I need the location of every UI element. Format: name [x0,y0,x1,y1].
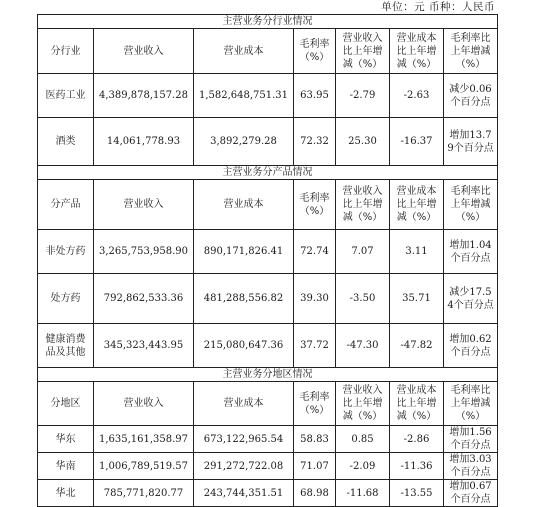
margin-change-cell: 增加0.67个百分点 [444,480,498,507]
revenue-cell: 1,006,789,519.57 [94,453,194,480]
row-label: 非处方药 [38,230,94,274]
section-title-row [38,166,498,180]
row-label: 酒类 [38,118,94,166]
cost-cell: 1,582,648,751.31 [194,74,294,118]
revenue-change-cell: -47.30 [336,324,390,368]
header-cell: 营业成本 [194,180,294,230]
margin-cell: 72.74 [294,230,336,274]
revenue-change-cell: 25.30 [336,118,390,166]
revenue-change-cell: 7.07 [336,230,390,274]
header-cell: 营业成本 [194,29,294,74]
section-title: 主营业务分行业情况 [38,15,498,29]
cost-cell: 291,272,722.08 [194,453,294,480]
header-cell: 毛利率比上年增减（%） [444,29,498,74]
revenue-change-cell: -11.68 [336,480,390,507]
header-cell: 营业收入比上年增减（%） [336,382,390,426]
header-cell: 营业收入比上年增减（%） [336,29,390,74]
cost-cell: 673,122,965.54 [194,426,294,453]
table-row [38,453,498,480]
header-cell: 分产品 [38,180,94,230]
header-cell: 毛利率比上年增减（%） [444,382,498,426]
header-cell: 分地区 [38,382,94,426]
margin-cell: 63.95 [294,74,336,118]
cost-cell: 3,892,279.28 [194,118,294,166]
cost-change-cell: -47.82 [390,324,444,368]
revenue-cell: 1,635,161,358.97 [94,426,194,453]
cost-cell: 215,080,647.36 [194,324,294,368]
margin-change-cell: 增加3.03个百分点 [444,453,498,480]
header-cell: 分行业 [38,29,94,74]
revenue-cell: 345,323,443.95 [94,324,194,368]
cost-change-cell: -11.36 [390,453,444,480]
table-row [38,230,498,274]
header-row [38,180,498,230]
row-label: 处方药 [38,274,94,324]
row-label: 健康消费品及其他 [38,324,94,368]
margin-cell: 71.07 [294,453,336,480]
table-row [38,118,498,166]
cost-cell: 243,744,351.51 [194,480,294,507]
header-cell: 营业收入 [94,382,194,426]
revenue-cell: 785,771,820.77 [94,480,194,507]
revenue-change-cell: -3.50 [336,274,390,324]
table-row [38,480,498,507]
row-label: 医药工业 [38,74,94,118]
section-title: 主营业务分产品情况 [38,166,498,180]
margin-change-cell: 增加13.79个百分点 [444,118,498,166]
header-cell: 毛利率（%） [294,29,336,74]
cost-change-cell: -2.63 [390,74,444,118]
margin-change-cell: 增加1.56个百分点 [444,426,498,453]
header-cell: 毛利率（%） [294,180,336,230]
margin-cell: 58.83 [294,426,336,453]
margin-cell: 37.72 [294,324,336,368]
revenue-cell: 792,862,533.36 [94,274,194,324]
margin-change-cell: 减少17.54个百分点 [444,274,498,324]
revenue-cell: 4,389,878,157.28 [94,74,194,118]
row-label: 华南 [38,453,94,480]
table-row [38,426,498,453]
margin-cell: 68.98 [294,480,336,507]
table-row [38,74,498,118]
row-label: 华北 [38,480,94,507]
header-cell: 营业成本比上年增减（%） [390,382,444,426]
header-row [38,29,498,74]
cost-change-cell: -16.37 [390,118,444,166]
header-cell: 营业收入 [94,29,194,74]
margin-change-cell: 增加1.04个百分点 [444,230,498,274]
revenue-cell: 3,265,753,958.90 [94,230,194,274]
unit-currency-note: 单位：元 币种：人民币 [381,1,495,13]
section-title: 主营业务分地区情况 [38,368,498,382]
section-title-row [38,15,498,29]
header-cell: 毛利率比上年增减（%） [444,180,498,230]
margin-change-cell: 增加0.62个百分点 [444,324,498,368]
header-cell: 营业收入比上年增减（%） [336,180,390,230]
row-label: 华东 [38,426,94,453]
margin-cell: 72.32 [294,118,336,166]
header-cell: 营业收入 [94,180,194,230]
margin-change-cell: 减少0.06个百分点 [444,74,498,118]
header-cell: 营业成本比上年增减（%） [390,29,444,74]
cost-change-cell: -2.86 [390,426,444,453]
header-cell: 营业成本比上年增减（%） [390,180,444,230]
revenue-change-cell: 0.85 [336,426,390,453]
main-business-table [37,14,498,507]
cost-cell: 481,288,556.82 [194,274,294,324]
cost-change-cell: 3.11 [390,230,444,274]
margin-cell: 39.30 [294,274,336,324]
table-row [38,324,498,368]
header-cell: 营业成本 [194,382,294,426]
revenue-change-cell: -2.09 [336,453,390,480]
revenue-cell: 14,061,778.93 [94,118,194,166]
header-cell: 毛利率（%） [294,382,336,426]
header-row [38,382,498,426]
cost-cell: 890,171,826.41 [194,230,294,274]
cost-change-cell: 35.71 [390,274,444,324]
section-title-row [38,368,498,382]
table-row [38,274,498,324]
cost-change-cell: -13.55 [390,480,444,507]
revenue-change-cell: -2.79 [336,74,390,118]
